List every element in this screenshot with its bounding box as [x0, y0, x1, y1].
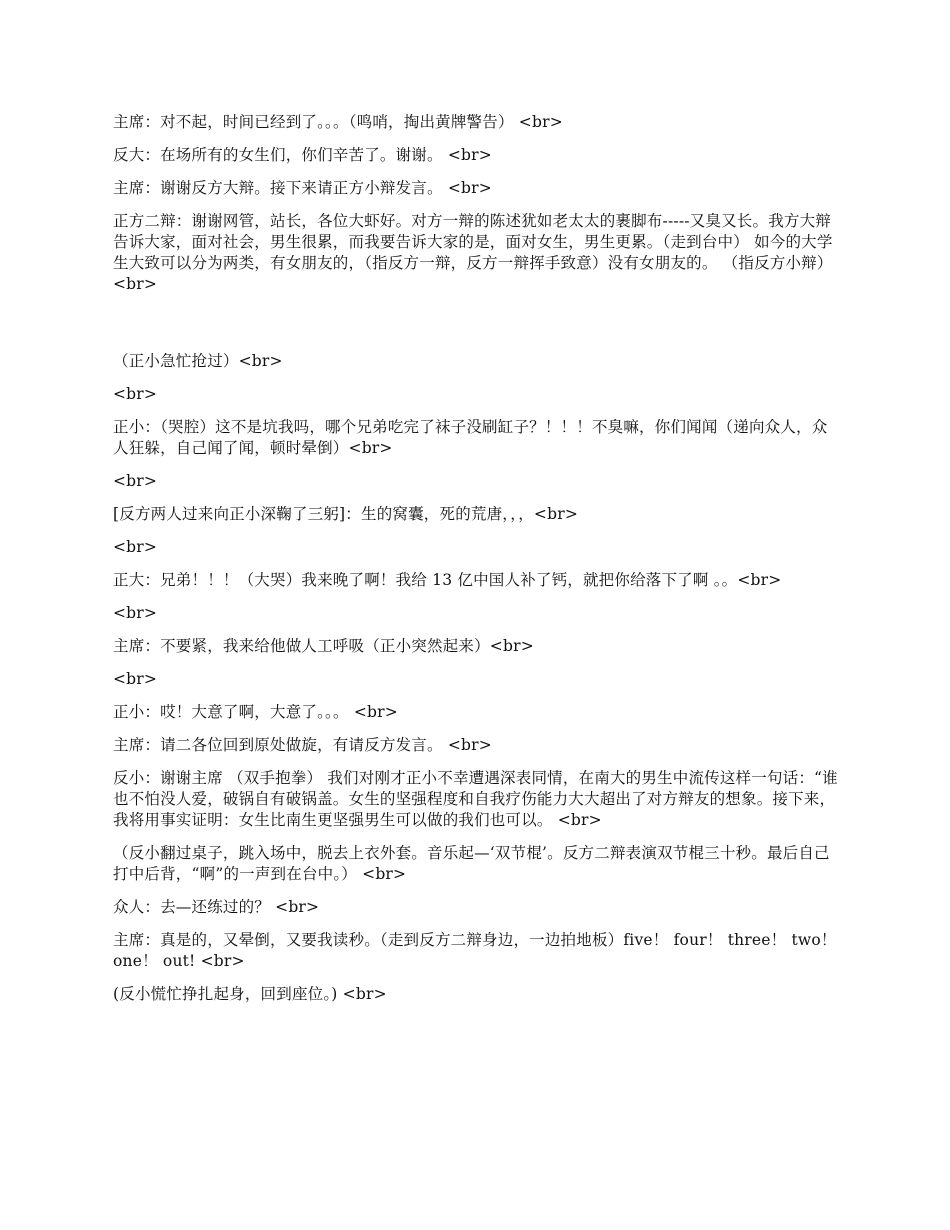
paragraph-5: （正小急忙抢过）<br> [113, 352, 283, 370]
paragraph-2: 反大：在场所有的女生们，你们辛苦了。谢谢。 <br> [113, 146, 492, 164]
paragraph-16: 主席：请二各位回到原处做旋，有请反方发言。 <br> [113, 736, 492, 754]
paragraph-9: [反方两人过来向正小深鞠了三躬]：生的窝囊，死的荒唐，，，<br> [113, 505, 579, 523]
paragraph-8: <br> [113, 472, 158, 490]
paragraph-19: 众人：去—还练过的？ <br> [113, 898, 320, 916]
paragraph-10: <br> [113, 538, 158, 556]
paragraph-15: 正小：哎！大意了啊，大意了。。。 <br> [113, 703, 398, 721]
paragraph-17: 反小：谢谢主席 （双手抱拳） 我们对刚才正小不幸遭遇深表同情，在南大的男生中流传这样一句话：“谁也不怕没人爱，破锅自有破锅盖。女生的坚强程度和自我疗伤能力大大超出了对方辩友的想象。接下来，我将用事实证明：女生比南生更坚强男生可以做的我们也可以。 <br> [113, 769, 838, 829]
paragraph-21: (反小慌忙挣扎起身，回到座位。) <br> [113, 985, 387, 1003]
paragraph-7: 正小：（哭腔）这不是坑我吗，哪个兄弟吃完了袜子没刷缸子？！！！不臭嘛，你们闻闻（递向众人，众人狂躲，自己闻了闻，顿时晕倒）<br> [113, 418, 828, 457]
paragraph-20: 主席：真是的，又晕倒，又要我读秒。（走到反方二辩身边，一边拍地板）five！ four！ three！ two！ one！ out! <br> [113, 931, 837, 970]
paragraph-11: 正大：兄弟！！！（大哭）我来晚了啊！我给 13 亿中国人补了钙，就把你给落下了啊 。。<br> [113, 571, 782, 589]
paragraph-14: <br> [113, 670, 158, 688]
paragraph-12: <br> [113, 604, 158, 622]
paragraph-1: 主席：对不起，时间已经到了。。。（鸣哨，掏出黄牌警告） <br> [113, 113, 563, 131]
paragraph-4: 正方二辩：谢谢网管，站长，各位大虾好。对方一辩的陈述犹如老太太的裹脚布-----又臭又长。我方大辩告诉大家，面对社会，男生很累，而我要告诉大家的是，面对女生，男生更累。（走到台中） 如今的大学生大致可以分为两类，有女朋友的，（指反方一辩，反方一辩挥手致意）没有女朋友的。 （指反方小辩） <br> [113, 212, 833, 293]
paragraph-18: （反小翻过桌子，跳入场中，脱去上衣外套。音乐起—‘双节棍’。反方二辩表演双节棍三十秒。最后自己打中后背，“啊”的一声到在台中。） <br> [113, 844, 830, 883]
paragraph-3: 主席：谢谢反方大辩。接下来请正方小辩发言。 <br> [113, 179, 492, 197]
paragraph-6: <br> [113, 385, 158, 403]
paragraph-13: 主席：不要紧，我来给他做人工呼吸（正小突然起来）<br> [113, 637, 534, 655]
document-page [113, 112, 840, 1017]
